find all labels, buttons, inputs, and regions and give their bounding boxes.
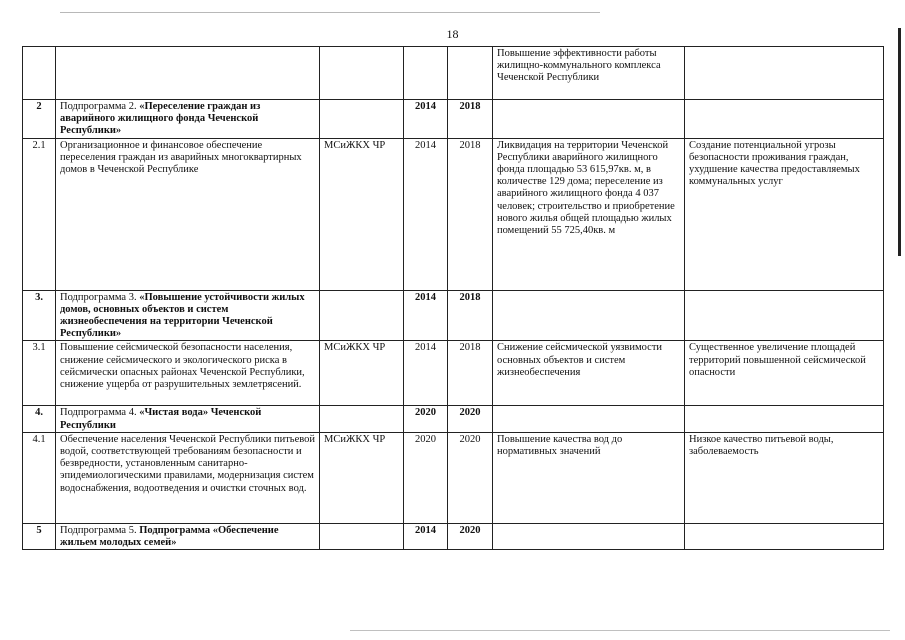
row-end-year: 2018	[448, 100, 493, 139]
row-name: Подпрограмма 2. «Переселение граждан из аварийного жилищного фонда Чеченской Республики»	[56, 100, 320, 139]
row-number: 5	[23, 523, 56, 549]
row-start-year: 2014	[404, 523, 448, 549]
row-consequence	[685, 47, 884, 100]
row-name: Подпрограмма 4. «Чистая вода» Чеченской Республики	[56, 406, 320, 432]
table-row	[23, 100, 884, 139]
row-name: Обеспечение населения Чеченской Республики питьевой водой, соответствующей требованиям безопасности и безвредности, установленным санитарно-эпидемиологическими правилами, модернизация систем водоснабжения, водоотведения и очистки сточных вод.	[56, 432, 320, 523]
row-name: Организационное и финансовое обеспечение переселения граждан из аварийных многоквартирных домов в Чеченской Республике	[56, 138, 320, 290]
row-number: 4.	[23, 406, 56, 432]
row-end-year: 2020	[448, 432, 493, 523]
table-row	[23, 432, 884, 523]
row-consequence: Создание потенциальной угрозы безопасности проживания граждан, ухудшение качества предоставляемых коммунальных услуг	[685, 138, 884, 290]
row-executor	[320, 290, 404, 341]
table-row	[23, 138, 884, 290]
row-number: 2	[23, 100, 56, 139]
row-result: Повышение качества вод до нормативных значений	[493, 432, 685, 523]
row-result: Ликвидация на территории Чеченской Республики аварийного жилищного фонда площадью 53 615,97кв. м, в количестве 129 дома; переселение из аварийного жилищного фонда 4 037 человек; строительство и приобретение нового жилья общей площадью жилых помещений 55 725,40кв. м	[493, 138, 685, 290]
row-number	[23, 47, 56, 100]
row-result: Снижение сейсмической уязвимости основных объектов и систем жизнеобеспечения	[493, 341, 685, 406]
scan-artifact-top	[60, 12, 600, 13]
row-name	[56, 47, 320, 100]
row-end-year	[448, 47, 493, 100]
row-number: 2.1	[23, 138, 56, 290]
row-result	[493, 406, 685, 432]
row-consequence: Существенное увеличение площадей территорий повышенной сейсмической опасности	[685, 341, 884, 406]
row-end-year: 2018	[448, 138, 493, 290]
table-row	[23, 341, 884, 406]
row-name: Подпрограмма 5. Подпрограмма «Обеспечение жильем молодых семей»	[56, 523, 320, 549]
row-end-year: 2020	[448, 523, 493, 549]
row-result: Повышение эффективности работы жилищно-коммунального комплекса Чеченской Республики	[493, 47, 685, 100]
row-start-year: 2020	[404, 432, 448, 523]
table-row	[23, 406, 884, 432]
row-start-year	[404, 47, 448, 100]
row-start-year: 2014	[404, 100, 448, 139]
row-executor	[320, 406, 404, 432]
row-executor	[320, 523, 404, 549]
table-row	[23, 523, 884, 549]
scan-edge-mark	[898, 28, 901, 256]
table-row	[23, 47, 884, 100]
row-start-year: 2020	[404, 406, 448, 432]
row-consequence	[685, 290, 884, 341]
row-name: Повышение сейсмической безопасности населения, снижение сейсмического и экологического риска в сейсмически опасных районах Чеченской Республики, снижение ущерба от разрушительных землетрясений.	[56, 341, 320, 406]
row-executor	[320, 100, 404, 139]
row-executor: МСиЖКХ ЧР	[320, 138, 404, 290]
row-start-year: 2014	[404, 138, 448, 290]
table-row	[23, 290, 884, 341]
row-result	[493, 290, 685, 341]
row-consequence	[685, 406, 884, 432]
row-executor	[320, 47, 404, 100]
program-table	[22, 46, 884, 550]
row-number: 4.1	[23, 432, 56, 523]
row-end-year: 2020	[448, 406, 493, 432]
row-executor: МСиЖКХ ЧР	[320, 432, 404, 523]
row-start-year: 2014	[404, 341, 448, 406]
row-result	[493, 100, 685, 139]
row-consequence	[685, 523, 884, 549]
row-number: 3.1	[23, 341, 56, 406]
row-result	[493, 523, 685, 549]
row-end-year: 2018	[448, 290, 493, 341]
row-consequence: Низкое качество питьевой воды, заболеваемость	[685, 432, 884, 523]
row-executor: МСиЖКХ ЧР	[320, 341, 404, 406]
row-consequence	[685, 100, 884, 139]
row-start-year: 2014	[404, 290, 448, 341]
row-number: 3.	[23, 290, 56, 341]
row-name: Подпрограмма 3. «Повышение устойчивости жилых домов, основных объектов и систем жизнеобеспечения на территории Чеченской Республики»	[56, 290, 320, 341]
row-end-year: 2018	[448, 341, 493, 406]
scan-artifact-bottom	[350, 630, 890, 631]
page-number: 18	[446, 27, 459, 41]
